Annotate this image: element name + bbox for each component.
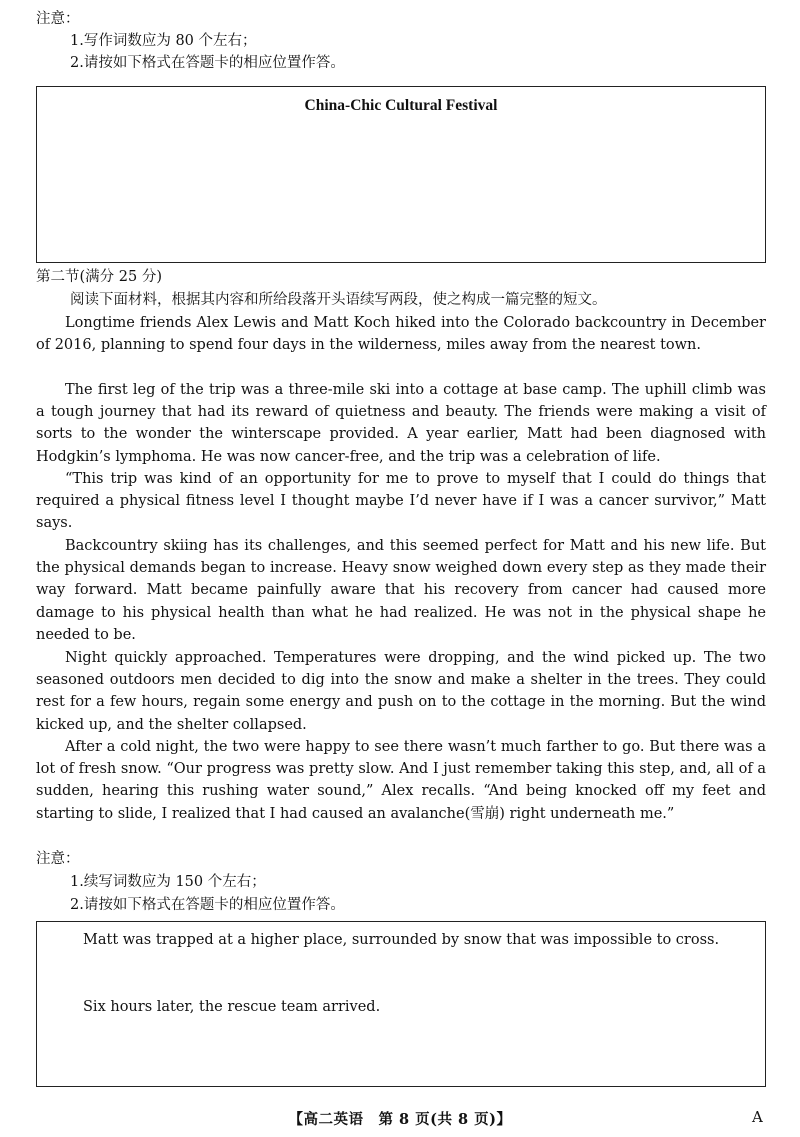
story-paragraph: The first leg of the trip was a three-mile ski into a cottage at base camp. The uphill climb was a tough journey that had its reward of quietness and beauty. The friends were making a visit of sorts to the wonder the winterscape provided. A year earlier, Matt had been diagnosed with Hodgkin’s lymphoma. He was now cancer-free, and the trip was a celebration of life. (36, 382, 766, 465)
note-word-count-1: 1.写作词数应为 80 个左右； (70, 33, 257, 49)
notes-heading-1: 注意： (36, 11, 80, 27)
story-paragraph: Backcountry skiing has its challenges, and this seemed perfect for Matt and his new life. But the physical demands began to increase. Heavy snow weighed down every step as they made their way forward. Matt became painfully aware that his recovery from cancer had caused more damage to his physical health than what he had realized. He was not in the physical shape he needed to be. (36, 538, 766, 643)
note-format-2: 2.请按如下格式在答题卡的相应位置作答。 (70, 897, 345, 913)
answer-box-writing (36, 86, 766, 263)
section-heading: 第二节(满分 25 分) (36, 269, 162, 285)
answer-box-continuation (36, 921, 766, 1087)
note-format-1: 2.请按如下格式在答题卡的相应位置作答。 (70, 55, 345, 71)
story-paragraph: “This trip was kind of an opportunity for me to prove to myself that I could do things that required a physical fitness level I thought maybe I’d never have if I was a cancer survivor,” Matt says. (36, 471, 766, 532)
continuation-opening-1: Matt was trapped at a higher place, surrounded by snow that was impossible to cross. (83, 932, 720, 948)
story-paragraph: Longtime friends Alex Lewis and Matt Koch hiked into the Colorado backcountry in December of 2016, planning to spend four days in the wilderness, miles away from the nearest town. (36, 315, 766, 354)
box-title: China-Chic Cultural Festival (304, 97, 498, 114)
paper-version: A (752, 1108, 763, 1126)
story-paragraph: After a cold night, the two were happy to see there wasn’t much farther to go. But there was a lot of fresh snow. “Our progress was pretty slow. And I just remember taking this step, and, all of a sudden, hearing this rushing water sound,” Alex recalls. “And being knocked off my feet and starting to slide, I realized that I had caused an avalanche(雪崩) right underneath me.” (36, 739, 766, 822)
notes-heading-2: 注意： (36, 851, 80, 867)
continuation-opening-2: Six hours later, the rescue team arrived. (83, 999, 381, 1015)
page-footer: 【高二英语 第 8 页(共 8 页)】 (288, 1111, 512, 1128)
story-paragraph: Night quickly approached. Temperatures were dropping, and the wind picked up. The two seasoned outdoors men decided to dig into the snow and make a shelter in the trees. They could rest for a few hours, regain some energy and push on to the cottage in the morning. But the wind kicked up, and the shelter collapsed. (36, 650, 766, 733)
section-instruction: 阅读下面材料，根据其内容和所给段落开头语续写两段，使之构成一篇完整的短文。 (70, 292, 607, 308)
note-word-count-2: 1.续写词数应为 150 个左右； (70, 874, 266, 890)
